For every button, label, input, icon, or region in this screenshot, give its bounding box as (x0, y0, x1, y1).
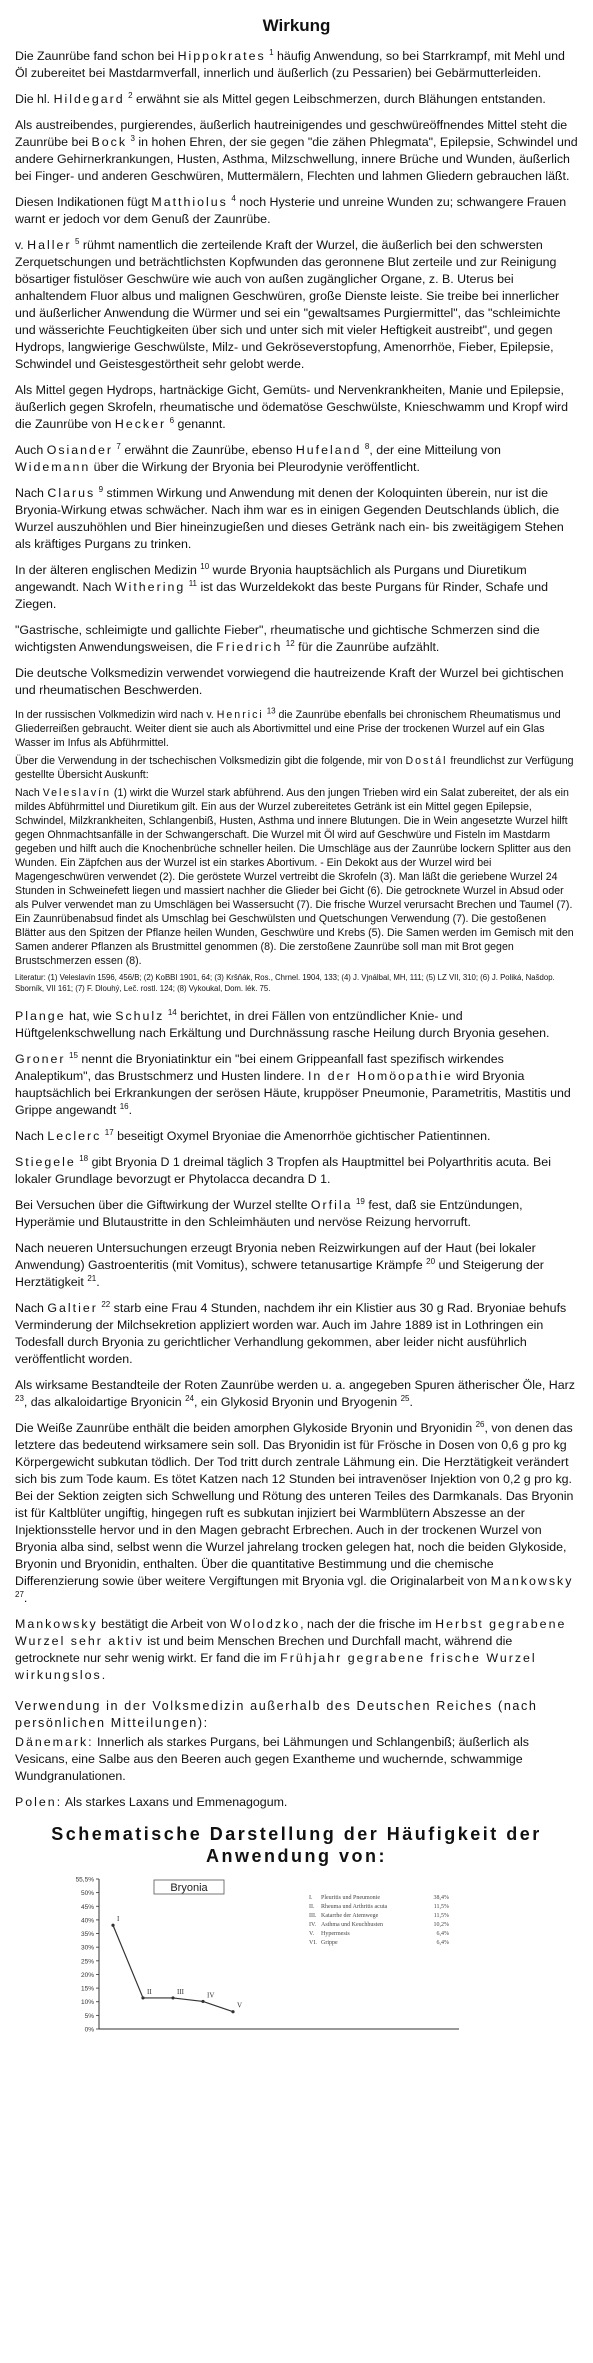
y-tick-label: 45% (80, 1903, 94, 1911)
point-label: III (177, 1987, 184, 1996)
paragraph-p2: Die hl. Hildegard $^2$ erwähnt sie als Mittel gegen Leibschmerzen, durch Blähungen entstanden. (15, 90, 546, 106)
legend-pct: 11,5% (433, 1904, 449, 1910)
folk-item (15, 1794, 578, 1811)
y-tick-label: 20% (80, 1971, 94, 1979)
legend-name: Asthma und Keuchhusten (321, 1922, 383, 1928)
chart-heading: Schematische Darstellung der Häufigkeit der Anwendung von: (51, 1824, 542, 1866)
paragraph-q3: Nach Leclerc $^{17}$ beseitigt Oxymel Bryoniae die Amenorrhöe gichtischer Patientinnen. (15, 1127, 491, 1143)
chart-svg (55, 1871, 475, 2036)
legend-pct: 38,4% (433, 1895, 449, 1901)
legend-num: V. (309, 1931, 315, 1937)
page-title: Wirkung (262, 16, 331, 35)
paragraph-q4: Stiegele $^{18}$ gibt Bryonia D 1 dreimal täglich 3 Tropfen als Hauptmittel bei Polyarthritis acuta. Bei lokaler Grundlage bevorzugt er Phytolacca decandra D 1. (15, 1153, 551, 1186)
point-label: I (117, 1915, 120, 1924)
y-tick-label: 10% (80, 1999, 94, 2007)
paragraph-p10: "Gastrische, schleimigte und gallichte Fieber", rheumatische und gichtische Schmerzen sind die wichtigsten Anwendungsweisen, die Friedrich $^{12}$ für die Zaunrübe aufzählt. (15, 623, 540, 654)
legend-num: III. (309, 1913, 317, 1919)
main-text (15, 48, 578, 699)
paragraph-p1: Die Zaunrübe fand schon bei Hippokrates $^1$ häufig Anwendung, so bei Starrkrampf, mit Mehl und Öl zubereitet bei Mastdarmverfall, innerlich und äußerlich (zu Pessarien) bei Gebärmutterleiden. (15, 47, 565, 80)
paragraph-q8: Als wirksame Bestandteile der Roten Zaunrübe werden u. a. angegeben Spuren ätherischer Öle, Harz $^{23}$, das alkaloidartige Bryonicin $^{24}$, ein Glykosid Bryonin und Bryogenin $^{25}$. (15, 1378, 575, 1409)
small-print-block (15, 708, 578, 968)
paragraph-q5: Bei Versuchen über die Giftwirkung der Wurzel stellte Orfila $^{19}$ fest, daß sie Entzündungen, Hyperämie und Blutaustritte in den Schleimhäuten und nervöse Reizung hervorruft. (15, 1196, 523, 1229)
legend-name: Hypermesis (321, 1931, 350, 1937)
y-tick-label: 30% (80, 1944, 94, 1952)
point-label: V (237, 2001, 243, 2010)
legend-name: Grippe (321, 1940, 338, 1946)
legend-num: IV. (309, 1922, 317, 1928)
page (15, 0, 578, 2036)
folk-text: Als starkes Laxans und Emmenagogum. (62, 1795, 288, 1809)
legend-pct: 6,4% (436, 1940, 449, 1946)
legend-num: II. (309, 1904, 315, 1910)
literature-note: Literatur: (1) Veleslavín 1596, 456/B; (2) KoBBI 1901, 64; (3) Kršňák, Ros., Chrnel. 1904, 133; (4) J. Vjnálbal, MH, 111; (5) LZ VII, 310; (6) J. Poliká, Našdop. Sborník, VII 161; (7) F. Dlouhý, Leč. rostl. 124; (8) Vykoukal, Dom. lék. 75. (15, 973, 555, 993)
paragraph-p8: Nach Clarus $^9$ stimmen Wirkung und Anwendung mit denen der Koloquinten überein, nur ist die Bryonia-Wirkung etwas schwächer. Nach ihm war es in einigen Gegenden Deutschlands üblich, die Wurzel auszuhöhlen und Bier hineinzugießen und dieses Getränk nach ein- bis zweitägigem Stehen als kräftiges Purgans zu trinken. (15, 484, 564, 551)
legend-pct: 6,4% (436, 1931, 449, 1937)
folk-item (15, 1734, 578, 1785)
folk-text: Innerlich als starkes Purgans, bei Lähmungen und Schlangenbiß; äußerlich als Vesicans, eine Salbe aus den Beeren auch gegen Exantheme und wuchernde, schwammige Wundgranulationen. (15, 1735, 529, 1783)
paragraph-s2: Über die Verwendung in der tschechischen Volksmedizin gibt die folgende, mir von Dostál freundlichst zur Verfügung gestellte Übersicht Auskunft: (15, 755, 574, 781)
legend-pct: 11,5% (433, 1913, 449, 1919)
paragraph-p9: In der älteren englischen Medizin $^{10}$ wurde Bryonia hauptsächlich als Purgans und Diuretikum angewandt. Nach Withering $^{11}$ ist das Wurzeldekokt das beste Purgans für Rinder, Schafe und Ziegen. (15, 561, 549, 611)
legend-num: I. (309, 1895, 313, 1901)
y-tick-label: 35% (80, 1931, 94, 1939)
y-tick-label: 25% (80, 1958, 94, 1966)
paragraph-q6: Nach neueren Untersuchungen erzeugt Bryonia neben Reizwirkungen auf der Haut (bei lokaler Anwendung) Gastroenteritis (mit Vomitus), schwere tetanusartige Krämpfe $^{20}$ und Steigerung der Herztätigkeit $^{21}$. (15, 1241, 544, 1289)
legend-name: Rheuma und Arthritis acuta (321, 1904, 388, 1910)
y-tick-label: 15% (80, 1985, 94, 1993)
paragraph-p4: Diesen Indikationen fügt Matthiolus $^4$ noch Hysterie und unreine Wunden zu; schwangere Frauen warnt er jedoch vor dem Genuß der Zaunrübe. (15, 193, 567, 226)
paragraph-s1: In der russischen Volkmedizin wird nach v. Henrici $^{13}$ die Zaunrübe ebenfalls bei chronischem Rheumatismus und Gliederreißen gebraucht. Weiter dient sie auch als Abortivmittel und eine Prise der trockenen Wurzel auf ein Glas Wasser im Infus als Abführmittel. (15, 706, 561, 749)
frequency-chart (55, 1871, 475, 2036)
paragraph-q10: Mankowsky bestätigt die Arbeit von Wolodzko, nach der die frische im Herbst gegrabene Wurzel sehr aktiv ist und beim Menschen Brechen und Durchfall macht, während die getrocknete nur sehr wenig wirkt. Er fand die im Frühjahr gegrabene frische Wurzel wirkungslos. (15, 1617, 567, 1682)
folk-country: Polen: (15, 1795, 63, 1809)
legend-num: VI. (309, 1940, 317, 1946)
folk-medicine-heading: Verwendung in der Volksmedizin außerhalb des Deutschen Reiches (nach persönlichen Mitteilungen): (15, 1699, 538, 1730)
folk-country: Dänemark: (15, 1735, 94, 1749)
paragraph-p6: Als Mittel gegen Hydrops, hartnäckige Gicht, Gemüts- und Nervenkrankheiten, Manie und Epilepsie, äußerlich gegen Skrofeln, rheumatische und ödematöse Geschwülste, Knieschwamm und Kropf wird die Zaunrübe von Hecker $^6$ genannt. (15, 383, 569, 431)
paragraph-q1: Plange hat, wie Schulz $^{14}$ berichtet, in drei Fällen von entzündlicher Knie- und Hüftgelenkschwellung nach Erkältung und Durchnässung rasche Heilung durch Bryonia gesehen. (15, 1007, 550, 1040)
paragraph-q2: Groner $^{15}$ nennt die Bryoniatinktur ein "bei einem Grippeanfall fast spezifisch wirkendes Analeptikum", das Brustschmerz und Husten lindere. In der Homöopathie wird Bryonia hauptsächlich bei Erkrankungen der serösen Häute, kruppöser Pneumonie, Parametritis, Mastitis und Grippe angewandt $^{16}$. (15, 1050, 571, 1117)
legend-pct: 10,2% (433, 1922, 449, 1928)
paragraph-s3: Nach Veleslavín (1) wirkt die Wurzel stark abführend. Aus den jungen Trieben wird ein Salat zubereitet, der als ein mildes Abführmittel und Diuretikum gilt. Ein aus der Wurzel zubereitetes Getränk ist ein Mittel gegen Epilepsie, Schwindel, Milzkrankheiten, Schlangenbiß, Husten, Asthma und innere Blutungen. Die in Wein angesetzte Wurzel hilft gegen Ohnmachtsanfälle in der Schwangerschaft. Die Wurzel mit Öl wird auf Geschwüre und Fisteln im Mastdarm gegeben und hilft auch die Knochenbrüche schneller heilen. Die Umschläge aus der Zaunrübe lockern Splitter aus den Wunden. Ein Zäpfchen aus der Wurzel ist ein starkes Abortivum. - Ein Dekokt aus der Wurzel wird bei Magengeschwüren verwendet (2). Die geröstete Wurzel vertreibt die Skrofeln (3). Man läßt die geriebene Wurzel 24 Stunden in Schweinefett liegen und massiert nachher die Glieder bei Gicht (6). Die getrocknete Wurzel in Absud oder als Pulver verwendet man zu Umschlägen bei Wassersucht (7). Die frische Wurzel verursacht Brechen und Taumel (7). Ein Zaunrübenabsud findet als Umschlag bei Geschwülsten und Quetschungen Verwendung (7). Die gestoßenen Blätter aus den Spitzen der Pflanze heilen Wunden, Geschwüre und Krebs (5). Die Samen werden im Gemisch mit den Samen anderer Pflanzen als Brustmittel genommen (8). Die zerstoßene Zaunrübe soll man mit Brot gegen Brustschmerzen essen (8). (15, 787, 574, 967)
paragraph-q7: Nach Galtier $^{22}$ starb eine Frau 4 Stunden, nachdem ihr ein Klistier aus 30 g Rad. Bryoniae behufs Verminderung der Milchsekretion appliziert worden war. Auch im Jahre 1889 ist in Lothringen ein Todesfall durch Bryonia zu gerichtlicher Verhandlung gekommen, aber leider nicht ausführlich veröffentlicht worden. (15, 1299, 567, 1366)
y-tick-label: 50% (80, 1890, 94, 1898)
y-tick-label: 55,5% (75, 1876, 94, 1884)
paragraph-p5: v. Haller $^5$ rühmt namentlich die zerteilende Kraft der Wurzel, die äußerlich bei den schwersten Zerquetschungen und beträchtlichsten Kopfwunden das geronnene Blut zerteile und zur Reinigung bösartiger fistulöser Geschwüre wie auch von außen zugänglicher Organe, z. B. Uterus bei anhaltendem Fluor albus und malignen Geschwüren, große Dienste leiste. Sie treibe bei innerlicher und äußerlicher Anwendung die Würmer und sei ein "gewaltsames Purgiermittel", das "schleimichte und wässerichte Feuchtigkeiten über sich und unter sich mit vieler Heftigkeit austreibt", und gegen Hydrops, langwierige Geschwülste, Milz- und Gekröseverstopfung, Amenorrhöe, Fieber, Epilepsie, Schwindel und Geistesgestörtheit sehr gelobt werde. (15, 236, 561, 371)
paragraph-q9: Die Weiße Zaunrübe enthält die beiden amorphen Glykoside Bryonin und Bryonidin $^{26}$, von denen das letztere das bedeutend wirksamere sein soll. Das Bryonidin ist für Frösche in Dosen von 0,6 g pro kg Körpergewicht subkutan tödlich. Der Tod tritt durch zentrale Lähmung ein. Die Herztätigkeit verändert sich bis zum Tode kaum. Es tötet Katzen nach 12 Stunden bei intravenöser Injektion von 0,2 g pro kg. Bei der Sektion zeigten sich Schwellung und Rötung des unteren Teiles des Darmkanals. Das Bryonin ist für Kaltblüter ungiftig, hingegen ruft es subkutan injiziert bei Warmblütern Abszesse an der Injektionsstelle hervor und in den Magen gebracht Erbrechen. Auch in der trockenen Wurzel von Bryonia alba sind, selbst wenn die Wurzel jahrelang trocken gelegen hat, noch die beiden Glykoside, Bryonin und Bryonidin, enthalten. Über die quantitative Bestimmung und die chemische Differenzierung sowie über weitere Vergiftungen mit Bryonia vgl. die Originalarbeit von Mankowsky $^{27}$. (15, 1419, 574, 1605)
paragraph-p11: Die deutsche Volksmedizin verwendet vorwiegend die hautreizende Kraft der Wurzel bei gichtischen und rheumatischen Beschwerden. (15, 666, 564, 697)
legend-name: Pleuritis und Pneumonie (321, 1895, 380, 1901)
paragraph-p3: Als austreibendes, purgierendes, äußerlich hautreinigendes und geschwüreöffnendes Mittel steht die Zaunrübe bei Bock $^3$ in hohen Ehren, der sie gegen "die zähen Phlegmata", Epilepsie, Schwindel und andere Gehirnerkrankungen, Husten, Asthma, Milzschwellung, innere Brüche und Wunden, äußerlich bei Finger- und anderen Geschwüren, Muttermälern, Flechten und lahmen Gliedern gebrauchen läßt. (15, 118, 578, 183)
y-tick-label: 5% (84, 2012, 94, 2020)
y-tick-label: 0% (84, 2026, 94, 2034)
point-label: II (147, 1987, 152, 1996)
y-tick-label: 40% (80, 1917, 94, 1925)
folk-medicine-list (15, 1734, 578, 1811)
chart-title: Bryonia (170, 1882, 208, 1894)
legend-name: Katarrhe der Atemwege (321, 1913, 379, 1919)
paragraph-p7: Auch Osiander $^7$ erwähnt die Zaunrübe, ebenso Hufeland $^8$, der eine Mitteilung von Widemann über die Wirkung der Bryonia bei Pleurodynie veröffentlicht. (15, 441, 501, 474)
point-label: IV (207, 1991, 215, 2000)
main-text-2 (15, 1008, 578, 1684)
